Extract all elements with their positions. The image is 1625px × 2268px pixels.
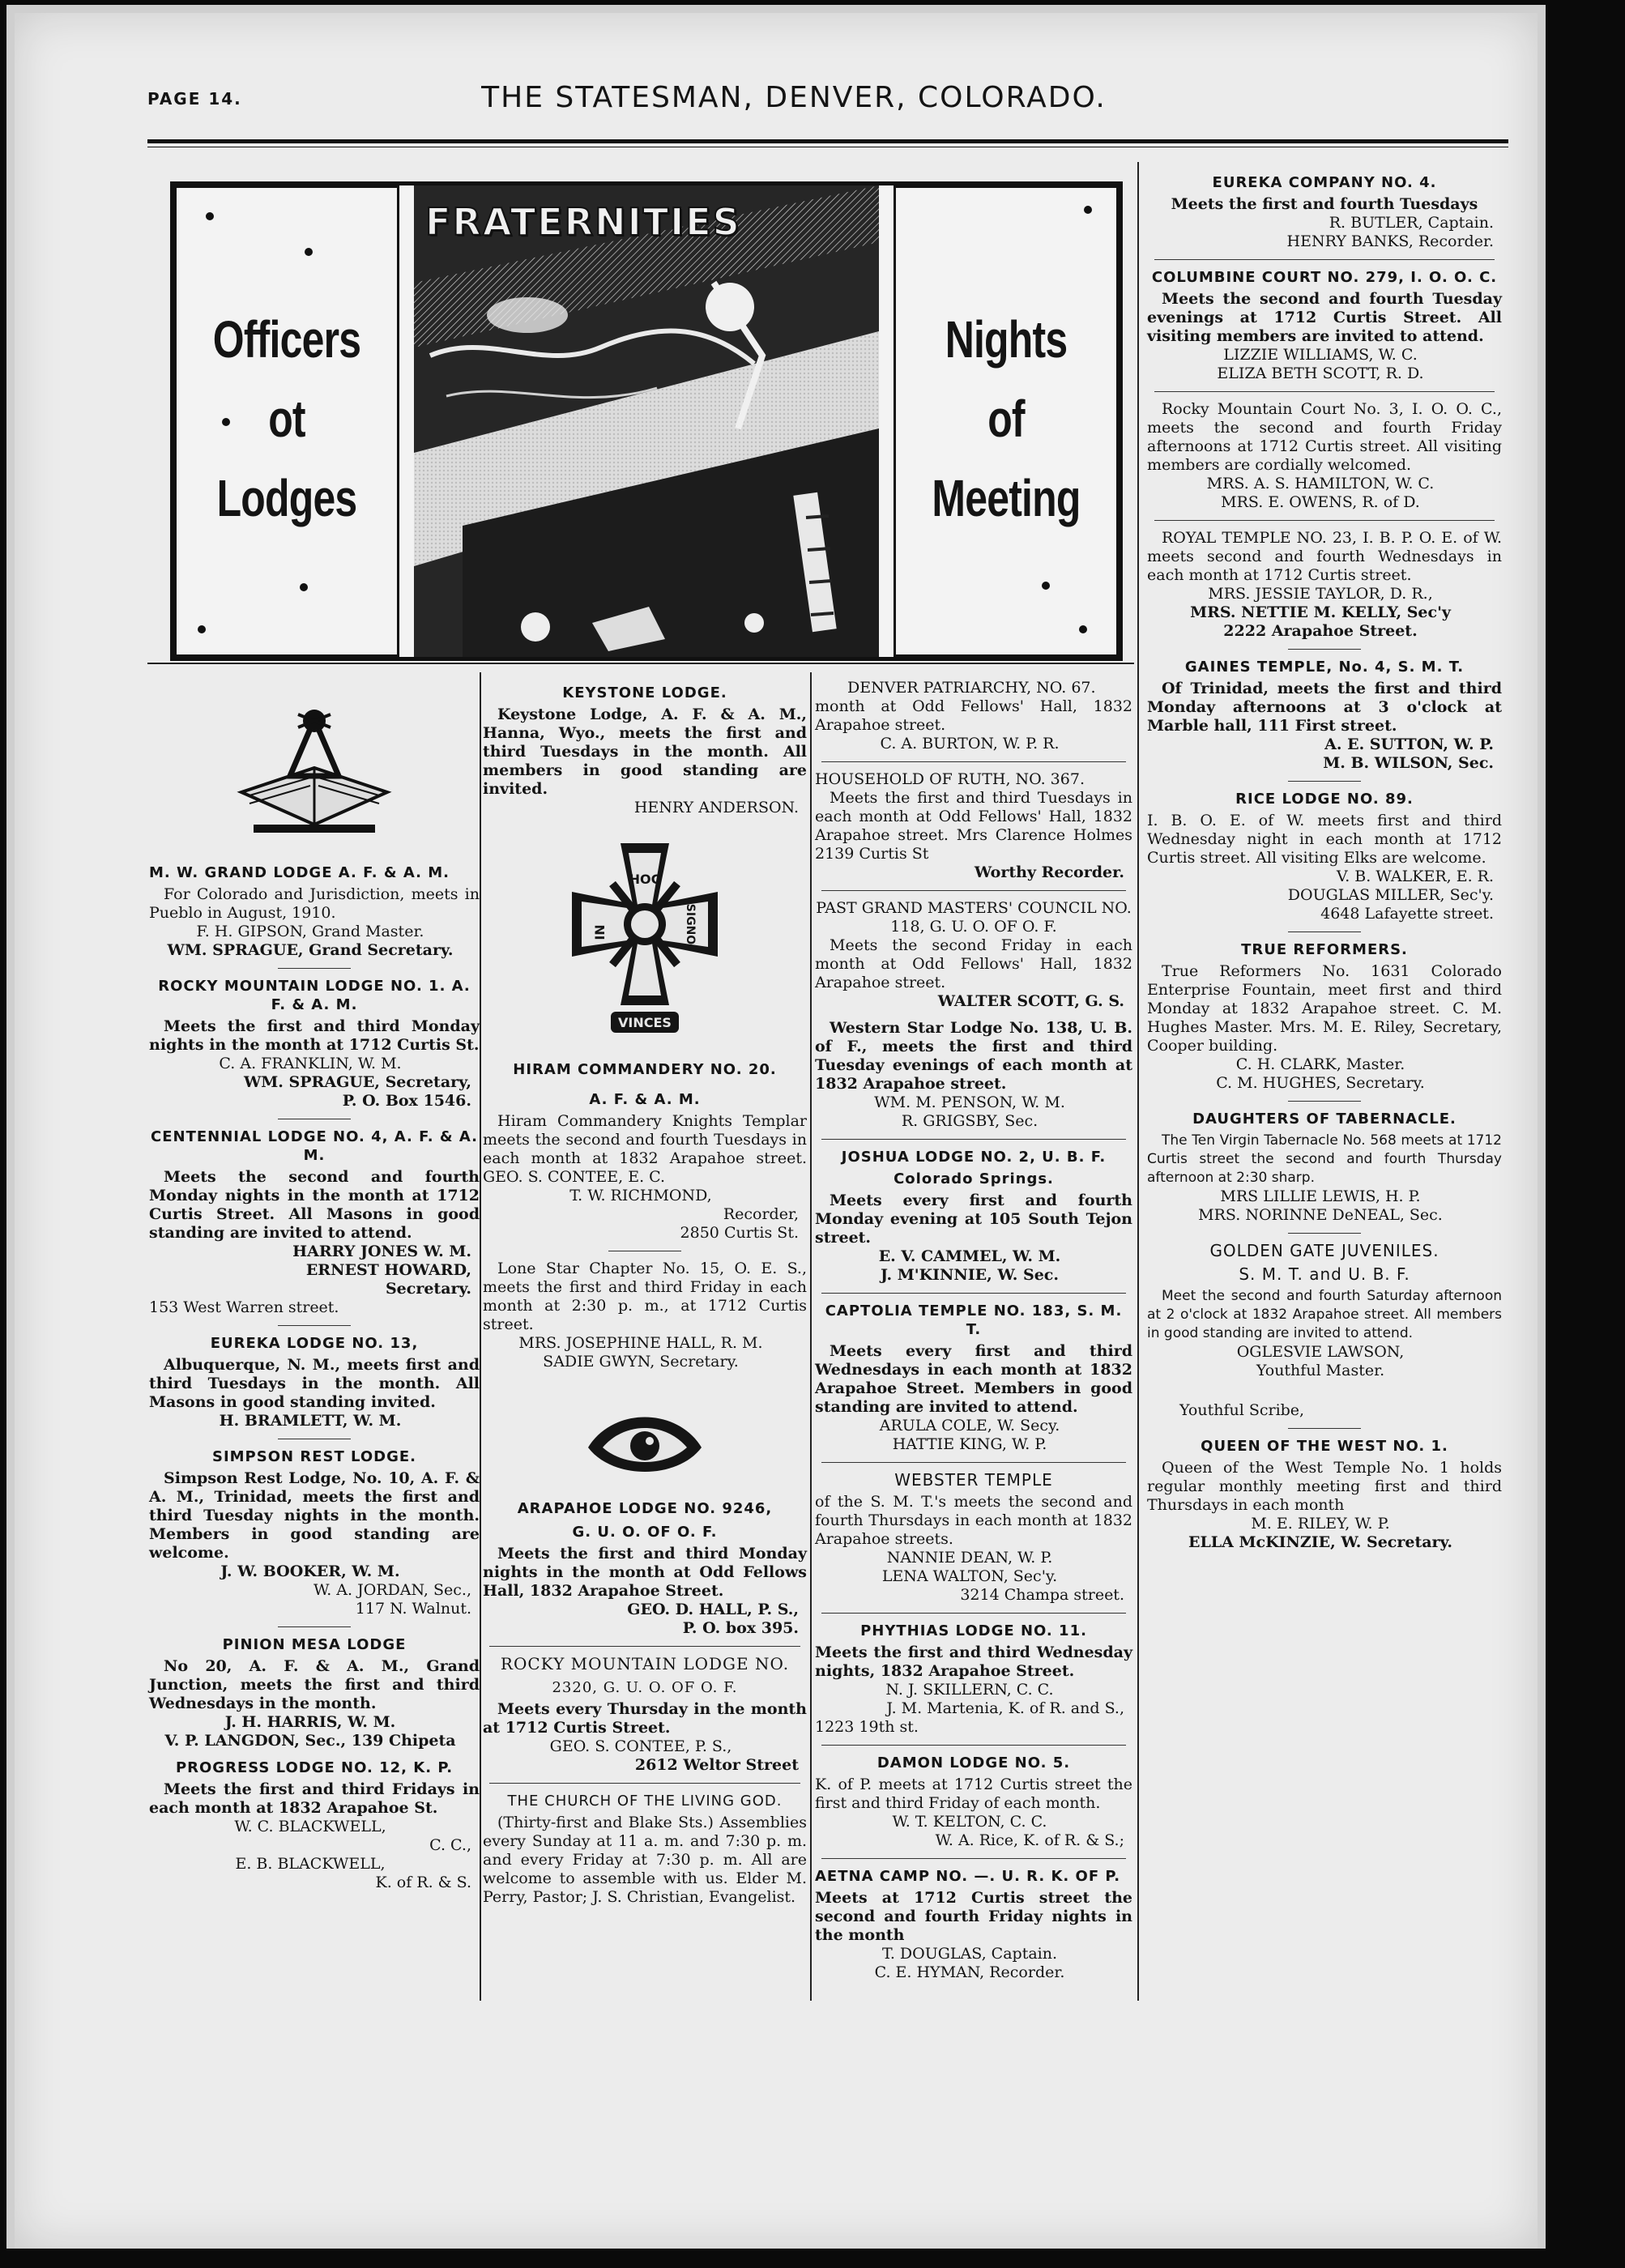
lodge-title: ARAPAHOE LODGE NO. 9246, <box>517 1500 773 1517</box>
entry-divider <box>821 1858 1126 1859</box>
lodge-officer: R. GRIGSBY, Sec. <box>901 1112 1039 1130</box>
lodge-officer: H. BRAMLETT, W. M. <box>219 1412 402 1430</box>
lodge-title: QUEEN OF THE WEST NO. 1. <box>1201 1438 1448 1455</box>
lodge-officer: WALTER SCOTT, G. S. <box>937 992 1124 1010</box>
lodge-title: DAMON LODGE NO. 5. <box>876 1754 1071 1771</box>
lodge-officer: MRS. A. S. HAMILTON, W. C. <box>1206 475 1435 492</box>
column-3 <box>815 679 1132 1990</box>
lodge-title: PROGRESS LODGE NO. 12, K. P. <box>175 1759 454 1776</box>
ornament-dot <box>1079 625 1087 633</box>
lodge-officer: P. O. box 395. <box>682 1619 799 1637</box>
lodge-officer: GEO. S. CONTEE, P. S., <box>549 1737 732 1755</box>
lodge-officer: Youthful Scribe, <box>1179 1401 1305 1419</box>
lodge-officer: N. J. SKILLERN, C. C. <box>885 1681 1054 1699</box>
templar-cross-emblem <box>564 835 726 1046</box>
lodge-title: PINION MESA LODGE <box>222 1636 407 1653</box>
banner-left-panel <box>174 185 399 657</box>
lodge-officer: ELLA McKINZIE, W. Secretary. <box>1188 1533 1453 1551</box>
lodge-officer: C. E. HYMAN, Recorder. <box>874 1963 1065 1981</box>
lodge-officer: W. C. BLACKWELL, <box>234 1818 386 1835</box>
lodge-title: PAST GRAND MASTERS' COUNCIL NO. 118, G. U. O. OF O. F. <box>816 899 1132 936</box>
lodge-officer: 4648 Lafayette street. <box>1320 905 1494 923</box>
lodge-officer: J. H. HARRIS, W. M. <box>224 1713 396 1731</box>
lodge-body: Queen of the West Temple No. 1 holds regular monthly meeting first and third Thursdays in each month <box>1147 1459 1502 1514</box>
lodge-title: CAPTOLIA TEMPLE NO. 183, S. M. T. <box>825 1302 1123 1338</box>
lodge-entry <box>1147 940 1502 1093</box>
cross-motto-signo: SIGNO <box>684 903 697 945</box>
entry-divider <box>821 1462 1126 1463</box>
lodge-entry <box>483 1060 807 1243</box>
cross-motto-vinces: VINCES <box>618 1015 672 1030</box>
lodge-body: I. B. O. E. of W. meets first and third Wednesday night in each month at 1712 Curtis street. All visiting Elks are welcome. <box>1147 812 1502 867</box>
lodge-subtitle: A. F. & A. M. <box>589 1091 701 1108</box>
lodge-officer: T. DOUGLAS, Captain. <box>881 1945 1058 1963</box>
lodge-officer: LIZZIE WILLIAMS, W. C. <box>1223 346 1418 364</box>
entry-divider <box>1154 391 1495 392</box>
column-rule <box>480 672 481 2001</box>
lodge-entry <box>815 1471 1132 1605</box>
lodge-title: M. W. GRAND LODGE A. F. & A. M. <box>149 864 450 881</box>
cross-motto-in: IN <box>592 924 608 940</box>
lodge-officer: V. B. WALKER, E. R. <box>1336 868 1494 885</box>
lodge-body: month at Odd Fellows' Hall, 1832 Arapahoe street. <box>815 697 1132 734</box>
fraternities-illustration <box>414 185 879 657</box>
lodge-entry <box>1147 173 1502 251</box>
lodge-officer: T. W. RICHMOND, <box>569 1187 712 1204</box>
lodge-officer: WM. M. PENSON, W. M. <box>874 1094 1065 1111</box>
lodge-officer: MRS. JOSEPHINE HALL, R. M. <box>518 1334 763 1352</box>
lodge-body: No 20, A. F. & A. M., Grand Junction, meets the first and third Wednesdays in the month. <box>149 1657 480 1712</box>
lodge-entry <box>483 1499 807 1638</box>
masonic-bible-emblem <box>233 703 395 841</box>
lodge-body: Meets the first and third Monday nights in the month at Odd Fellows Hall, 1832 Arapahoe Street. <box>483 1545 807 1600</box>
lodge-officer: M. B. WILSON, Sec. <box>1323 754 1494 772</box>
banner-right-line: Nights <box>945 310 1068 369</box>
ornament-dot <box>1042 582 1050 590</box>
lodge-title: COLUMBINE COURT NO. 279, I. O. O. C. <box>1151 269 1498 286</box>
banner-bottom-rule <box>147 663 1134 664</box>
lodge-entry <box>1147 658 1502 773</box>
lodge-officer: F. H. GIPSON, Grand Master. <box>196 923 424 940</box>
lodge-body: Meets every first and third Wednesdays in each month at 1832 Arapahoe Street. Members in good standing are invited to attend. <box>815 1342 1132 1416</box>
lodge-entry <box>483 1260 807 1371</box>
lodge-entry <box>815 1019 1132 1131</box>
lodge-officer: MRS. E. OWENS, R. of D. <box>1221 493 1420 511</box>
lodge-officer: W. A. JORDAN, Sec., <box>313 1581 471 1599</box>
lodge-entry <box>149 1128 480 1317</box>
entry-divider <box>1288 649 1361 650</box>
lodge-body: Albuquerque, N. M., meets first and third Tuesdays in the month. All Masons in good standing invited. <box>149 1356 480 1411</box>
all-seeing-eye-emblem <box>580 1399 710 1488</box>
lodge-entry <box>149 1635 480 1750</box>
lodge-entry <box>1147 268 1502 383</box>
lodge-body: Meets the first and third Fridays in each month at 1832 Arapahoe St. <box>149 1780 480 1817</box>
lodge-officer: OGLESVIE LAWSON, <box>1236 1343 1405 1361</box>
lodge-title: DAUGHTERS OF TABERNACLE. <box>1192 1111 1457 1128</box>
lodge-body: Meets at 1712 Curtis street the second and fourth Friday nights in the month <box>815 1889 1132 1944</box>
lodge-officer: M. E. RILEY, W. P. <box>1251 1515 1390 1533</box>
lodge-entry <box>1147 529 1502 641</box>
lodge-body: For Colorado and Jurisdiction, meets in Pueblo in August, 1910. <box>149 885 480 922</box>
lodge-officer: 2850 Curtis St. <box>680 1224 799 1242</box>
lodge-officer: E. V. CAMMEL, W. M. <box>878 1247 1061 1265</box>
entry-divider <box>1288 781 1361 782</box>
lodge-officer: Youthful Master. <box>1256 1362 1385 1379</box>
lodge-officer: ERNEST HOWARD, <box>305 1261 471 1279</box>
lodge-title: DENVER PATRIARCHY, NO. 67. <box>847 679 1096 697</box>
banner-left-line: ot <box>268 390 305 448</box>
lodge-body: Simpson Rest Lodge, No. 10, A. F. & A. M., Trinidad, meets the first and third Tuesday nights in the month. Members in good standing are welcome. <box>149 1469 480 1562</box>
fraternities-banner <box>170 181 1123 661</box>
lodge-officer: Worthy Recorder. <box>974 863 1124 881</box>
entry-divider <box>821 1745 1126 1746</box>
lodge-body: ROYAL TEMPLE NO. 23, I. B. P. O. E. of W. meets second and fourth Wednesdays in each month at 1712 Curtis street. <box>1147 529 1502 584</box>
lodge-title: KEYSTONE LODGE. <box>562 684 727 701</box>
lodge-body: Meets the first and third Monday nights in the month at 1712 Curtis St. <box>149 1017 480 1054</box>
lodge-officer: HARRY JONES W. M. <box>292 1243 471 1260</box>
banner-right-panel <box>894 185 1119 657</box>
lodge-title: HIRAM COMMANDERY NO. 20. <box>513 1061 777 1078</box>
entry-divider <box>821 1293 1126 1294</box>
lodge-officer: J. M'KINNIE, W. Sec. <box>881 1266 1059 1284</box>
lodge-officer: GEO. D. HALL, P. S., <box>627 1601 799 1618</box>
banner-left-line: Lodges <box>216 469 357 527</box>
lodge-entry <box>815 770 1132 882</box>
ornament-dot <box>206 212 214 220</box>
lodge-body: (Thirty-first and Blake Sts.) Assemblies every Sunday at 11 a. m. and 7:30 p. m. and every Friday at 7:30 p. m. All are welcome to assemble with us. Elder M. Perry, Pastor; J. S. Christian, Evangelist. <box>483 1814 807 1906</box>
lodge-title: TRUE REFORMERS. <box>1241 941 1408 958</box>
column-1 <box>149 679 480 1900</box>
lodge-entry <box>149 863 480 960</box>
lodge-title: EUREKA COMPANY NO. 4. <box>1212 174 1437 191</box>
lodge-body: Meets the second and fourth Monday nights in the month at 1712 Curtis Street. All Masons in good standing are invited to attend. <box>149 1168 480 1242</box>
lodge-officer: MRS. JESSIE TAYLOR, D. R., <box>1208 585 1433 603</box>
lodge-entry <box>1147 1110 1502 1225</box>
column-rule <box>810 672 812 2001</box>
entry-divider <box>278 1626 351 1627</box>
lodge-body: Western Star Lodge No. 138, U. B. of F., meets the first and third Tuesday evenings of each month at 1832 Arapahoe street. <box>815 1019 1132 1093</box>
lodge-entry <box>149 1759 480 1892</box>
entry-divider <box>821 1613 1126 1614</box>
lodge-body: Meets every Thursday in the month at 1712 Curtis Street. <box>483 1700 807 1737</box>
lodge-entry <box>815 1867 1132 1982</box>
lodge-body: Meets the first and third Tuesdays in each month at Odd Fellows' Hall, 1832 Arapahoe street. Mrs Clarence Holmes 2139 Curtis St <box>815 789 1132 863</box>
lodge-title: ROCKY MOUNTAIN LODGE NO. <box>500 1654 790 1673</box>
entry-divider <box>1154 520 1495 521</box>
masthead-rule <box>147 139 1508 143</box>
lodge-subtitle: G. U. O. OF O. F. <box>572 1524 718 1541</box>
entry-divider <box>821 890 1126 891</box>
lodge-title: AETNA CAMP NO. —. U. R. K. OF P. <box>815 1868 1121 1885</box>
ornament-dot <box>300 583 308 591</box>
lodge-officer: J. M. Martenia, K. of R. and S., <box>886 1699 1124 1717</box>
entry-divider <box>1154 259 1495 260</box>
lodge-officer: V. P. LANGDON, Sec., 139 Chipeta <box>164 1732 456 1750</box>
lodge-officer: NANNIE DEAN, W. P. <box>886 1549 1053 1567</box>
lodge-entry <box>815 899 1132 1011</box>
lodge-officer: C. H. CLARK, Master. <box>1235 1055 1405 1073</box>
lodge-body: Rocky Mountain Court No. 3, I. O. O. C., meets the second and fourth Friday afternoons at 1712 Curtis street. All visiting members are cordially welcomed. <box>1147 400 1502 474</box>
page-number: PAGE 14. <box>147 89 242 109</box>
entry-divider <box>1288 1233 1361 1234</box>
lodge-officer: ARULA COLE, W. Secy. <box>879 1417 1060 1435</box>
lodge-officer: C. A. FRANKLIN, W. M. <box>219 1055 402 1072</box>
lodge-title: RICE LODGE NO. 89. <box>1235 791 1414 808</box>
lodge-entry <box>483 1655 807 1775</box>
lodge-title: JOSHUA LODGE NO. 2, U. B. F. <box>841 1149 1107 1166</box>
lodge-officer: W. T. KELTON, C. C. <box>892 1813 1047 1831</box>
lodge-entry <box>1147 790 1502 923</box>
cross-motto-hoc: HOC <box>629 872 661 887</box>
lodge-entry <box>815 1622 1132 1737</box>
entry-divider <box>821 761 1126 762</box>
entry-divider <box>1288 1101 1361 1102</box>
lodge-title: SIMPSON REST LODGE. <box>211 1448 416 1465</box>
illustration-art <box>414 185 879 657</box>
lodge-entry <box>149 1334 480 1430</box>
lodge-title: GAINES TEMPLE, No. 4, S. M. T. <box>1184 659 1465 676</box>
lodge-body: The Ten Virgin Tabernacle No. 568 meets at 1712 Curtis street the second and fourth Thursday afternoon at 2:30 sharp. <box>1147 1132 1502 1186</box>
lodge-body: Keystone Lodge, A. F. & A. M., Hanna, Wyo., meets the first and third Tuesdays in the month. All members in good standing are invited. <box>483 706 807 798</box>
lodge-officer: MRS. NORINNE DeNEAL, Sec. <box>1198 1206 1443 1224</box>
lodge-officer: R. BUTLER, Captain. <box>1329 214 1494 232</box>
lodge-body: Meets every first and fourth Monday evening at 105 South Tejon street. <box>815 1192 1132 1247</box>
lodge-body: Meets the second and fourth Tuesday evenings at 1712 Curtis Street. All visiting members are invited to attend. <box>1147 290 1502 345</box>
lodge-body: Of Trinidad, meets the first and third Monday afternoons at 3 o'clock at Marble hall, 111 First street. <box>1147 680 1502 735</box>
lodge-address: 153 West Warren street. <box>149 1298 339 1316</box>
lodge-officer: C. M. HUGHES, Secretary. <box>1216 1074 1425 1092</box>
entry-divider <box>1288 1428 1361 1429</box>
lodge-officer: SADIE GWYN, Secretary. <box>543 1353 739 1371</box>
lodge-entry <box>483 684 807 817</box>
entry-divider <box>278 1325 351 1326</box>
lodge-officer: W. A. Rice, K. of R. & S.; <box>935 1831 1124 1849</box>
lodge-subtitle: 2320, G. U. O. OF O. F. <box>552 1679 738 1696</box>
lodge-officer: WM. SPRAGUE, Secretary, <box>243 1073 471 1091</box>
lodge-officer: WM. SPRAGUE, Grand Secretary. <box>167 941 454 959</box>
column-rule <box>1137 162 1139 2001</box>
ornament-dot <box>1084 206 1092 214</box>
entry-divider <box>821 1139 1126 1140</box>
lodge-entry <box>815 679 1132 753</box>
lodge-subtitle: S. M. T. and U. B. F. <box>1239 1264 1410 1284</box>
lodge-officer: MRS. NETTIE M. KELLY, Sec'y <box>1190 603 1451 621</box>
lodge-officer: K. of R. & S. <box>375 1874 471 1891</box>
lodge-officer: LENA WALTON, Sec'y. <box>881 1567 1058 1585</box>
lodge-officer: MRS LILLIE LEWIS, H. P. <box>1220 1187 1421 1205</box>
entry-divider <box>278 968 351 969</box>
lodge-officer: C. C., <box>429 1836 471 1854</box>
lodge-title: EUREKA LODGE NO. 13, <box>210 1335 419 1352</box>
entry-divider <box>489 1646 800 1647</box>
lodge-entry <box>149 1447 480 1618</box>
lodge-body: Meet the second and fourth Saturday afternoon at 2 o'clock at 1832 Arapahoe street. All members in good standing are invited to attend. <box>1147 1288 1502 1341</box>
lodge-subtitle: Colorado Springs. <box>894 1170 1054 1187</box>
lodge-officer: HENRY ANDERSON. <box>633 799 799 816</box>
lodge-officer: J. W. BOOKER, W. M. <box>220 1562 400 1580</box>
lodge-body: True Reformers No. 1631 Colorado Enterprise Fountain, meet first and third Monday at 1832 Arapahoe street. C. M. Hughes Master. Mrs. M. E. Riley, Secretary, Cooper building. <box>1147 962 1502 1055</box>
lodge-body: Hiram Commandery Knights Templar meets the second and fourth Tuesdays in each month at 1832 Arapahoe street. GEO. S. CONTEE, E. C. <box>483 1112 807 1186</box>
lodge-officer: A. E. SUTTON, W. P. <box>1324 735 1494 753</box>
lodge-officer: 2222 Arapahoe Street. <box>1223 622 1418 640</box>
lodge-body: Meets the first and third Wednesday nights, 1832 Arapahoe Street. <box>815 1643 1132 1680</box>
lodge-officer: ELIZA BETH SCOTT, R. D. <box>1217 364 1424 382</box>
lodge-body: Lone Star Chapter No. 15, O. E. S., meets the first and third Friday in each month at 2:30 p. m., at 1712 Curtis street. <box>483 1260 807 1333</box>
lodge-officer: C. A. BURTON, W. P. R. <box>880 735 1060 752</box>
banner-left-line: Officers <box>212 310 361 369</box>
lodge-entry <box>815 1754 1132 1850</box>
lodge-body: Meets the second Friday in each month at Odd Fellows' Hall, 1832 Arapahoe street. <box>815 936 1132 991</box>
banner-right-line: of <box>987 390 1025 448</box>
masthead: THE STATESMAN, DENVER, COLORADO. <box>481 81 1107 114</box>
lodge-title: HOUSEHOLD OF RUTH, NO. 367. <box>815 770 1085 788</box>
lodge-title: WEBSTER TEMPLE <box>894 1470 1053 1490</box>
lodge-title: PHYTHIAS LODGE NO. 11. <box>860 1622 1087 1639</box>
column-2 <box>483 679 807 1915</box>
lodge-title: CENTENNIAL LODGE NO. 4, A. F. & A. M. <box>151 1128 478 1164</box>
lodge-officer: HENRY BANKS, Recorder. <box>1286 232 1494 250</box>
lodge-body: of the S. M. T.'s meets the second and fourth Thursdays in each month at 1832 Arapahoe streets. <box>815 1493 1132 1548</box>
column-4 <box>1147 168 1502 1560</box>
lodge-address: 1223 19th st. <box>815 1718 919 1736</box>
ornament-dot <box>305 248 313 256</box>
lodge-entry <box>1147 400 1502 512</box>
lodge-officer: P. O. Box 1546. <box>342 1092 471 1110</box>
lodge-title: GOLDEN GATE JUVENILES. <box>1209 1241 1439 1260</box>
lodge-body: Meets the first and fourth Tuesdays <box>1171 195 1478 213</box>
lodge-entry <box>483 1792 807 1907</box>
lodge-officer: DOUGLAS MILLER, Sec'y. <box>1287 886 1494 904</box>
lodge-officer: 2612 Weltor Street <box>634 1756 799 1774</box>
lodge-officer: Recorder, <box>723 1205 799 1223</box>
banner-right-line: Meeting <box>932 469 1081 527</box>
lodge-officer: 117 N. Walnut. <box>355 1600 471 1618</box>
lodge-officer: Secretary. <box>385 1280 471 1298</box>
lodge-entry <box>815 1148 1132 1285</box>
lodge-body: K. of P. meets at 1712 Curtis street the first and third Friday of each month. <box>815 1776 1132 1812</box>
lodge-entry <box>1147 1437 1502 1552</box>
lodge-entry <box>149 977 480 1111</box>
entry-divider <box>489 1783 800 1784</box>
lodge-title: THE CHURCH OF THE LIVING GOD. <box>507 1793 783 1810</box>
lodge-officer: E. B. BLACKWELL, <box>235 1855 386 1873</box>
fraternities-title: FRATERNITIES <box>425 200 741 244</box>
lodge-title: ROCKY MOUNTAIN LODGE NO. 1. A. F. & A. M. <box>158 978 471 1013</box>
lodge-officer: HATTIE KING, W. P. <box>892 1435 1047 1453</box>
lodge-officer: 3214 Champa street. <box>960 1586 1124 1604</box>
lodge-entry <box>815 1302 1132 1454</box>
ornament-dot <box>198 625 206 633</box>
lodge-entry <box>1147 1242 1502 1420</box>
